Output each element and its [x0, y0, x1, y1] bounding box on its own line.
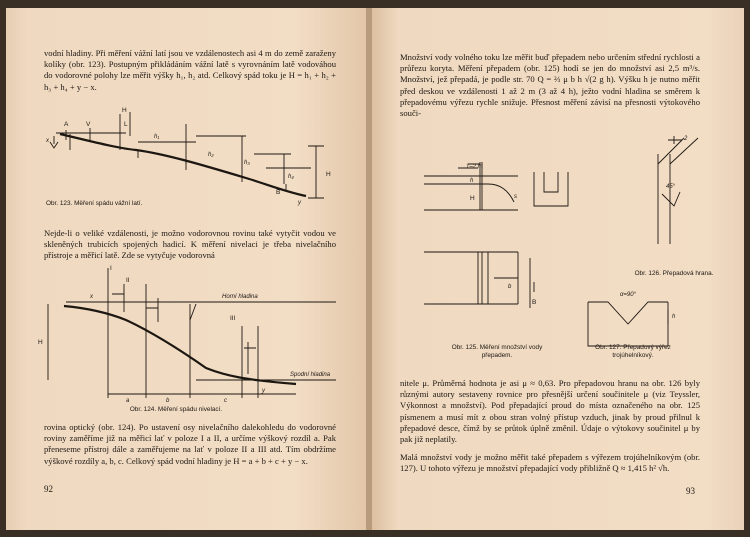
figure-124 [38, 264, 336, 410]
fig125-label-h: h [470, 178, 474, 184]
right-paragraph-2: nitele μ. Průměrná hodnota je asi μ ≈ 0,63. Pro přepadovou hranu na obr. 126 byly různými autory sestaveny rovnice pro přesnější určení součinitele μ (viz Teyssler, Výkonnost a množství). Pod přepadající proud do místa označeného na obr. 125 písmenem a musí mít z obou stran volný přístup vzduch, jinak by proud přilnul k přepadové desce, čímž by se průtok úplně změnil. Údaje o výtokovy součinitel μ by pak již neplatily. [400, 378, 700, 445]
fig124-label-iii: III [230, 315, 236, 322]
fig126-caption: Obr. 126. Přepadová hrana. [634, 270, 714, 277]
left-page-number: 92 [44, 484, 53, 494]
figure-123 [46, 106, 336, 206]
fig123-label-h2: h₂ [208, 152, 214, 158]
fig123-label-l: L [124, 121, 128, 128]
fig125-label-hh: H [470, 195, 475, 202]
fig125-label-bb: B [532, 299, 537, 306]
right-page [372, 8, 744, 530]
fig124-label-i: I [110, 265, 112, 272]
figure-126 [638, 134, 718, 274]
fig126-label-two: 2 [684, 136, 688, 142]
right-paragraph-1: Množství vody volného toku lze měřit buď přepadem nebo určením střední rychlosti a průřezu koryta. Měření přepadem (obr. 125) hodí se jen do množství asi 2,5 m³/s. Množství, jež přepadá, je podle str. 70 Q = ⅔ μ b h √(2 g h). Výšku h je nutno měřit před deskou ve vzdálenosti 1 až 2 m (3 až 4 h), ježto vodní hladina se směrem k přepadovému výřezu rychle snižuje. Přesnost měření závisí na přesnosti výtokového souči- [400, 52, 700, 119]
left-paragraph-3: rovina optický (obr. 124). Po ustavení osy nivelačního dalekohledu do vodorovné roviny zaměříme již na měřicí lať v poloze I a II, a určíme výškový rozdíl a. Pak přeneseme přístroj dále a zaměřujeme na lať v poloze II a III atd. Tím obdržíme výškové rozdíly a, b, c. Celkový spád vodní hladiny je H = a + b + c + y − x. [44, 422, 336, 466]
fig125-caption: Obr. 125. Měření množství vody přepadem. [451, 344, 543, 359]
fig123-label-y: y [298, 200, 301, 206]
fig124-label-a: a [126, 398, 130, 404]
fig124-label-b: b [166, 398, 170, 404]
fig123-label-x: x [46, 138, 49, 144]
fig125-label-dist: 1–2 m [466, 164, 483, 170]
fig123-label-h: H [122, 107, 127, 114]
fig124-label-c: c [224, 398, 227, 404]
fig123-label-h4: h₄ [288, 174, 294, 180]
fig125-label-b: b [508, 284, 512, 290]
fig124-label-x: x [90, 294, 93, 300]
fig123-label-a: A [64, 121, 69, 128]
fig124-label-lower: Spodní hladina [290, 372, 331, 378]
left-paragraph-1: vodní hladiny. Při měření vážní latí jsou ve vzdálenostech asi 4 m do země zaraženy kolíky (obr. 123). Postupným přikládáním vážní latě s vyrovnáním latě vodováhou do vodorovné polohy lze měřit výšky h₁, h₂ atd. Celkový spád toku je H = h₁ + h₂ + h₃ + h₄ + y − x. [44, 48, 336, 92]
fig123-label-h1: h₁ [154, 134, 160, 140]
fig123-caption: Obr. 123. Měření spádu vážní latí. [46, 200, 143, 207]
fig124-label-h: H [38, 339, 43, 346]
fig123-label-v: V [86, 121, 91, 128]
fig124-label-ii: II [126, 277, 130, 284]
fig124-label-upper: Horní hladina [222, 294, 258, 300]
fig127-label-angle: α=90° [620, 292, 636, 298]
fig127-caption: Obr. 127. Přepadový výřez trojúhelníkový. [595, 344, 671, 359]
fig123-label-b: B [276, 189, 281, 196]
left-paragraph-2: Nejde-li o veliké vzdálenosti, je možno vodorovnou rovinu také vytyčit vodou ve skleněných trubicích spojených hadicí. K měření nivelaci je třeba nivelačního přístroje a měřicí latě. Zde se vytyčuje vodorovná [44, 228, 336, 261]
fig123-label-h3: h₃ [244, 160, 250, 166]
book-spread [6, 8, 744, 530]
right-page-number: 93 [686, 486, 695, 496]
fig123-label-hh: H [326, 171, 331, 178]
fig126-label-angle: 45° [666, 184, 676, 190]
fig125-label-s: s [514, 194, 517, 200]
right-paragraph-3: Malá množství vody je možno měřit také přepadem s výřezem trojúhelníkovým (obr. 127). U tohoto výřezu je množství přepadající vody přibližně Q ≈ 1,415 h² √h. [400, 452, 700, 474]
fig127-label-h: h [672, 314, 676, 320]
fig124-label-y: y [262, 388, 265, 394]
left-page [6, 8, 368, 530]
fig124-caption: Obr. 124. Měření spádu nivelací. [129, 406, 223, 413]
